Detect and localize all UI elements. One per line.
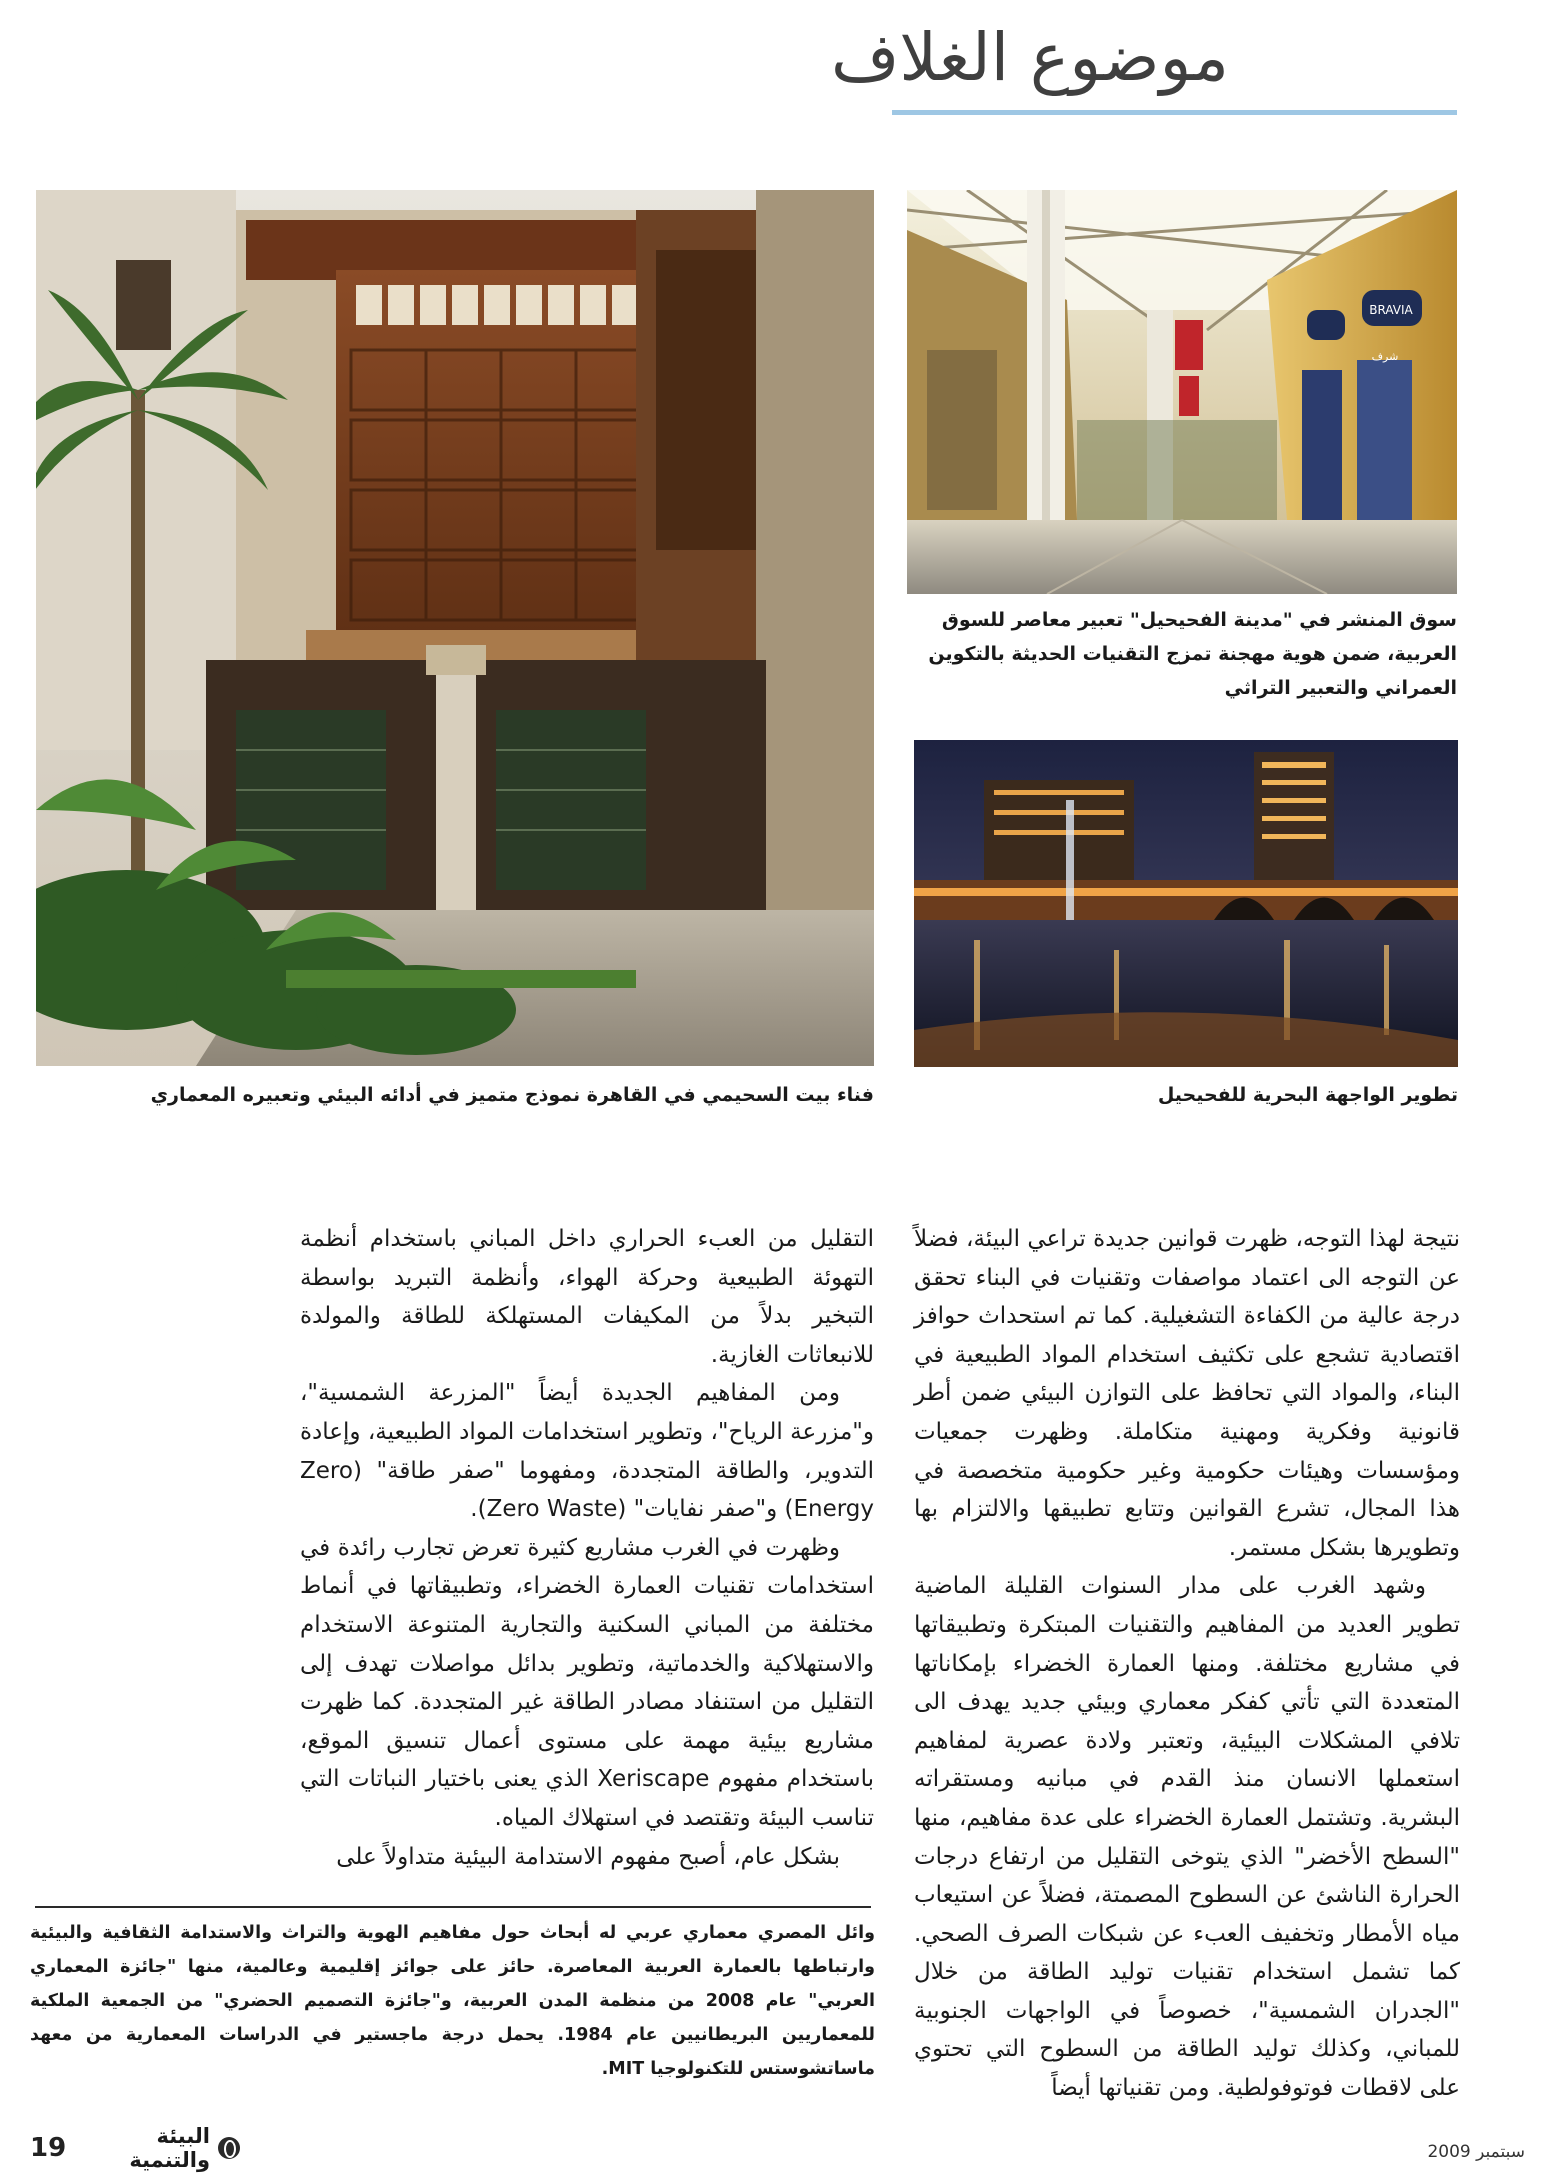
magazine-name: البيئة والتنمية [129, 2124, 210, 2172]
page-number: 19 [30, 2133, 67, 2163]
right-paragraph-1: نتيجة لهذا التوجه، ظهرت قوانين جديدة تراعي البيئة، فضلاً عن التوجه الى اعتماد مواصفات وتقنيات في البناء تحقق درجة عالية من الكفاءة التشغيلية. كما تم استحداث حوافز اقتصادية تشجع على تكثيف استخدام المواد الطبيعية في البناء، والمواد التي تحافظ على التوازن البيئي ضمن أطر قانونية وفكرية ومهنية متكاملة. وظهرت جمعيات ومؤسسات وهيئات حكومية وغير حكومية متخصصة في هذا المجال، تشرع القوانين وتتابع تطبيقها والالتزام بها وتطويرها بشكل مستمر. [914, 1226, 1460, 1561]
globe-icon [218, 2137, 240, 2159]
article-left-column [300, 1220, 874, 1876]
market-caption: سوق المنشر في "مدينة الفحيحيل" تعبير معاصر للسوق العربية، ضمن هوية مهجنة تمزج التقنيات الحديثة بالتكوين العمراني والتعبير التراثي [928, 609, 1457, 699]
footer-brand [30, 2124, 240, 2172]
author-bio: وائل المصري معماري عربي له أبحاث حول مفاهيم الهوية والتراث والاستدامة الثقافية والبيئية وارتباطها بالعمارة العربية المعاصرة. حائز على جوائز إقليمية وعالمية، منها "جائزة المعماري العربي" عام 2008 من منظمة المدن العربية، و"جائزة التصميم الحضري" من الجمعية الملكية للمعماريين البريطانيين عام 1984. يحمل درجة ماجستير في الدراسات المعمارية من معهد ماساتشوستس للتكنولوجيا MIT. [30, 1923, 875, 2079]
article-right-column [914, 1220, 1460, 2108]
market-photo [907, 190, 1457, 594]
section-title: موضوع الغلاف [830, 19, 1230, 96]
issue-date: سبتمبر 2009 [1427, 2142, 1525, 2162]
courtyard-photo [36, 190, 874, 1066]
title-rule [892, 110, 1457, 115]
left-paragraph-1: التقليل من العبء الحراري داخل المباني باستخدام أنظمة التهوئة الطبيعية وحركة الهواء، وأنظمة التبريد بواسطة التبخير بدلاً من المكيفات المستهلكة للطاقة والمولدة للانبعاثات الغازية. [300, 1226, 874, 1368]
left-paragraph-4: بشكل عام، أصبح مفهوم الاستدامة البيئية متداولاً على [336, 1843, 840, 1870]
shop-sign-arabic: شرف [1371, 350, 1399, 363]
courtyard-caption: فناء بيت السحيمي في القاهرة نموذج متميز في أدائه البيئي وتعبيره المعماري [150, 1084, 874, 1106]
left-paragraph-3: وظهرت في الغرب مشاريع كثيرة تعرض تجارب رائدة في استخدامات تقنيات العمارة الخضراء، وتطبيقاتها في أنماط مختلفة من المباني السكنية والتجارية المتنوعة الاستخدام والاستهلاكية والخدماتية، وتطوير بدائل مواصلات تهدف إلى التقليل من استنفاد مصادر الطاقة غير المتجددة. كما ظهرت مشاريع بيئية مهمة على مستوى أعمال تنسيق الموقع، باستخدام مفهوم Xeriscape الذي يعنى باختيار النباتات التي تناسب البيئة وتقتصد في استهلاك المياه. [300, 1534, 874, 1831]
waterfront-caption: تطوير الواجهة البحرية للفحيحيل [1157, 1084, 1458, 1106]
left-paragraph-2: ومن المفاهيم الجديدة أيضاً "المزرعة الشمسية"، و"مزرعة الرياح"، وتطوير استخدامات المواد الطبيعية، وإعادة التدوير، والطاقة المتجددة، ومفهوما "صفر طاقة" (Zero Energy) و"صفر نفايات" (Zero Waste). [300, 1380, 874, 1523]
waterfront-photo [914, 740, 1458, 1067]
shop-sign-bravia: BRAVIA [1369, 303, 1413, 317]
bio-divider [35, 1906, 871, 1908]
right-paragraph-2: وشهد الغرب على مدار السنوات القليلة الماضية تطوير العديد من المفاهيم والتقنيات المبتكرة وتطبيقاتها في مشاريع مختلفة. ومنها العمارة الخضراء بإمكاناتها المتعددة التي تأتي كفكر معماري وبيئي جديد يهدف الى تلافي المشكلات البيئية، وتعتبر ولادة عصرية لمفاهيم استعملها الانسان منذ القدم في مبانيه ومستقراته البشرية. وتشتمل العمارة الخضراء على عدة مفاهيم، منها "السطح الأخضر" الذي يتوخى التقليل من ارتفاع درجات الحرارة الناشئ عن السطوح المصمتة، فضلاً عن استيعاب مياه الأمطار وتخفيف العبء عن شبكات الصرف الصحي. كما تشمل استخدام تقنيات توليد الطاقة من خلال "الجدران الشمسية"، خصوصاً في الواجهات الجنوبية للمباني، وكذلك توليد الطاقة من السطوح التي تحتوي على لاقطات فوتوفولطية. ومن تقنياتها أيضاً [914, 1573, 1460, 2102]
